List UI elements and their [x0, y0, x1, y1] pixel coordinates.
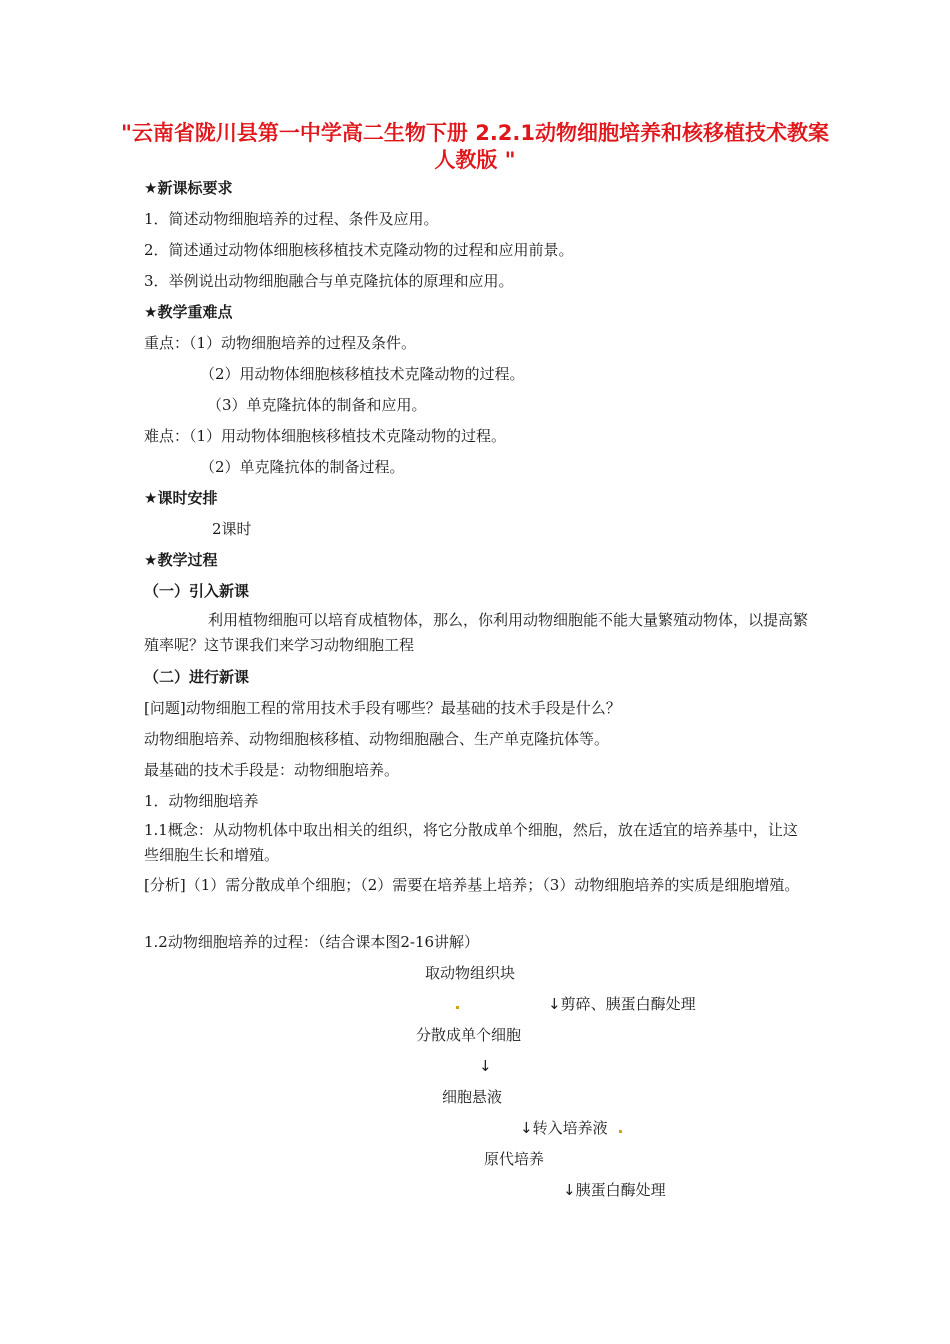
process-heading: 1.2动物细胞培养的过程：（结合课本图2-16讲解）: [144, 933, 480, 951]
requirement-1: 1．简述动物细胞培养的过程、条件及应用。: [144, 210, 439, 228]
flow-step-primary-culture: 原代培养: [484, 1150, 545, 1168]
difficult-point-2: （2）单克隆抗体的制备过程。: [200, 458, 405, 476]
class-hours: 2课时: [212, 520, 252, 538]
concept-paragraph: 1.1概念：从动物机体中取出相关的组织，将它分散成单个细胞，然后，放在适宜的培养基中，让这些细胞生长和增殖。: [144, 821, 798, 864]
flow-arrow-culture-medium: ↓转入培养液: [520, 1119, 608, 1137]
heading-new-lesson: （二）进行新课: [144, 668, 250, 686]
difficult-point-1: 难点：（1）用动物体细胞核移植技术克隆动物的过程。: [144, 427, 507, 445]
requirement-3: 3．举例说出动物细胞融合与单克隆抗体的原理和应用。: [144, 272, 514, 290]
section-animal-cell-culture: 1．动物细胞培养: [144, 792, 259, 810]
answer-basic-technique: 最基础的技术手段是：动物细胞培养。: [144, 761, 400, 779]
heading-introduction: （一）引入新课: [144, 582, 250, 600]
heading-curriculum-requirements: ★新课标要求: [144, 179, 233, 197]
requirement-2: 2．简述通过动物体细胞核移植技术克隆动物的过程和应用前景。: [144, 241, 574, 259]
flow-arrow-down: ↓: [479, 1057, 492, 1075]
introduction-text: 利用植物细胞可以培育成植物体，那么，你利用动物细胞能不能大量繁殖动物体，以提高繁殖率呢？这节课我们来学习动物细胞工程: [144, 611, 809, 654]
flow-step-single-cells: 分散成单个细胞: [416, 1026, 522, 1044]
heading-class-schedule: ★课时安排: [144, 489, 218, 507]
heading-teaching-process: ★教学过程: [144, 551, 218, 569]
answer-techniques: 动物细胞培养、动物细胞核移植、动物细胞融合、生产单克隆抗体等。: [144, 730, 610, 748]
document-title: "云南省陇川县第一中学高二生物下册 2.2.1动物细胞培养和核移植技术教案 人教版 ": [120, 121, 830, 172]
question-line: [问题]动物细胞工程的常用技术手段有哪些？最基础的技术手段是什么？: [144, 699, 621, 717]
flow-step-cell-suspension: 细胞悬液: [442, 1088, 503, 1106]
mark-dot: [456, 1006, 459, 1009]
flow-arrow-trypsin: ↓胰蛋白酶处理: [563, 1181, 666, 1199]
heading-key-difficult-points: ★教学重难点: [144, 303, 233, 321]
introduction-paragraph: [144, 608, 810, 658]
mark-dot: [619, 1130, 622, 1133]
key-point-2: （2）用动物体细胞核移植技术克隆动物的过程。: [200, 365, 525, 383]
key-point-3: （3）单克隆抗体的制备和应用。: [207, 396, 427, 414]
key-point-1: 重点：（1）动物细胞培养的过程及条件。: [144, 334, 417, 352]
analysis-paragraph: [分析]（1）需分散成单个细胞；（2）需要在培养基上培养；（3）动物细胞培养的实质是细胞增殖。: [144, 876, 800, 894]
flow-arrow-mince-trypsin: ↓剪碎、胰蛋白酶处理: [548, 995, 696, 1013]
flow-step-tissue-block: 取动物组织块: [425, 964, 516, 982]
